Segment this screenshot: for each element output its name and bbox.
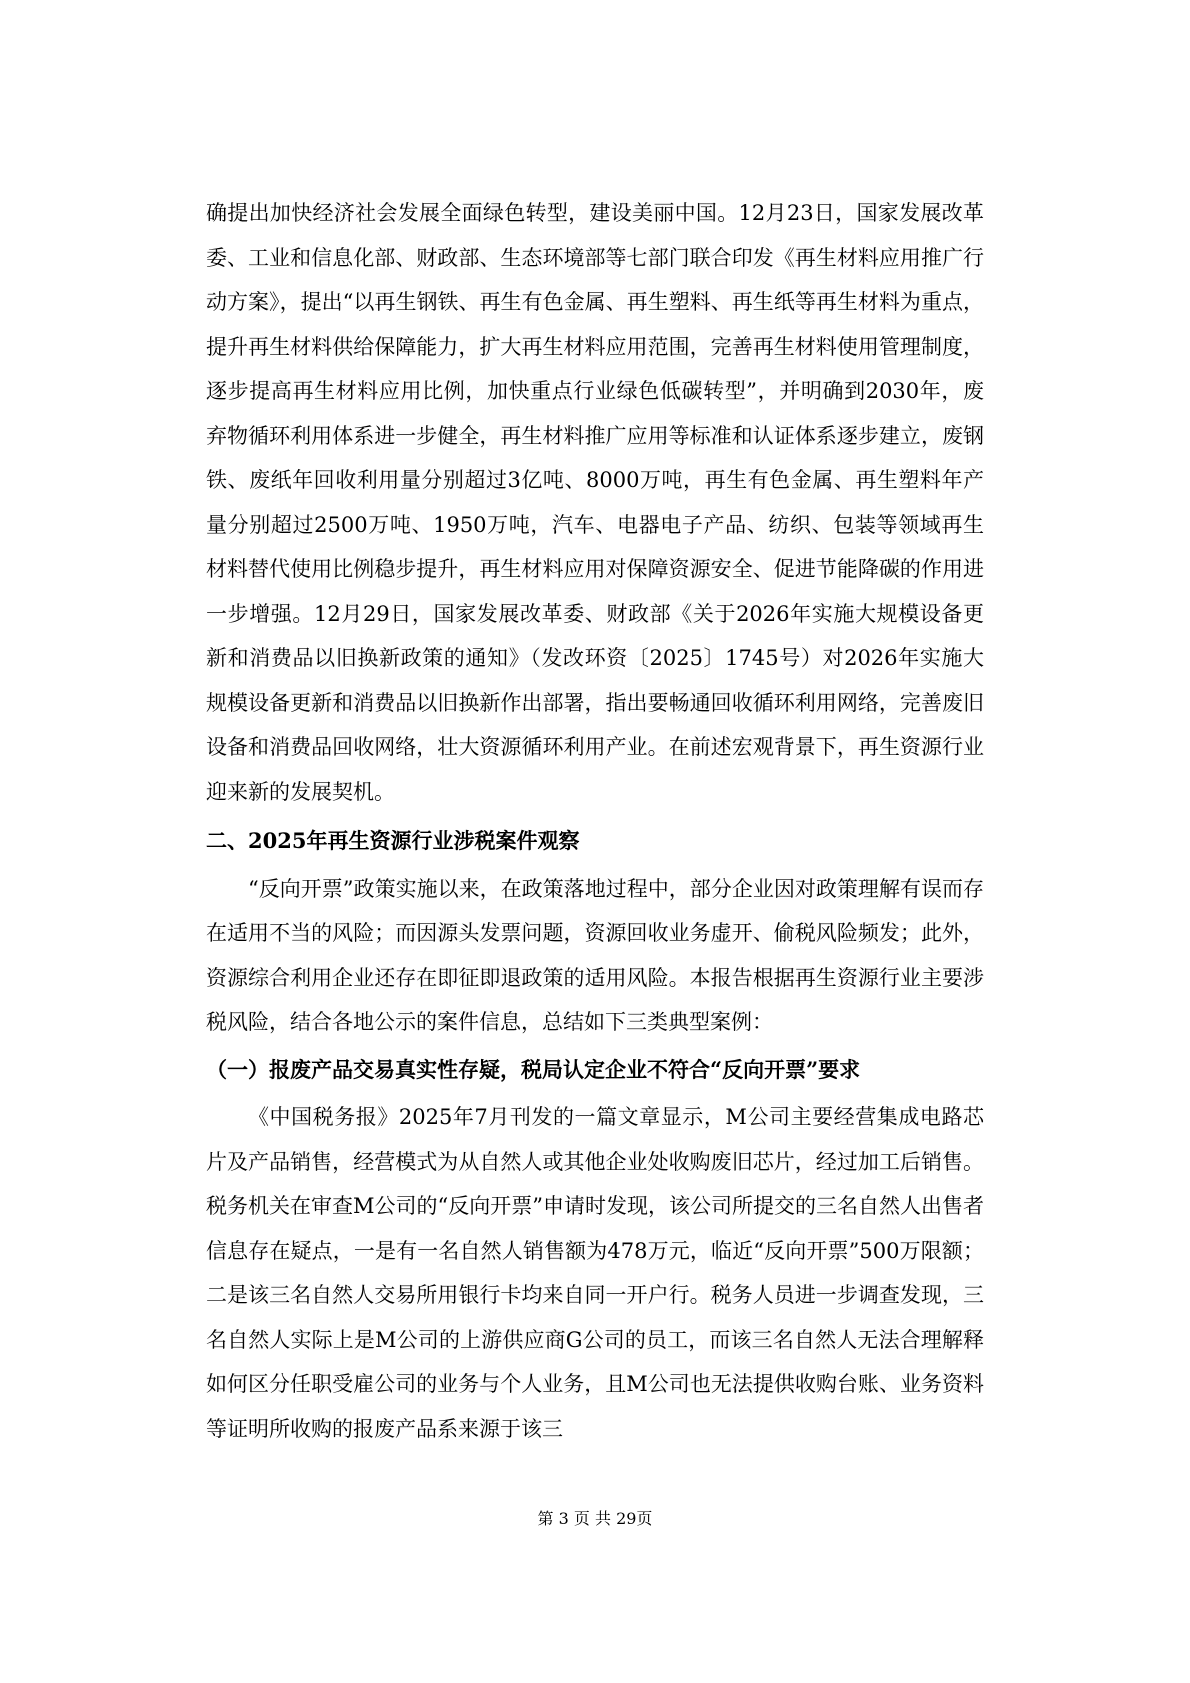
- document-body: [206, 191, 984, 1451]
- subsection-heading: （一）报废产品交易真实性存疑，税局认定企业不符合“反向开票”要求: [206, 1056, 861, 1082]
- page-number-footer: 第 3 页 共 29页: [537, 1509, 653, 1528]
- paragraph-case-m-company: 《中国税务报》2025年7月刊发的一篇文章显示，M公司主要经营集成电路芯片及产品销售，经营模式为从自然人或其他企业处收购废旧芯片，经过加工后销售。税务机关在审查M公司的“反向开票”申请时发现，该公司所提交的三名自然人出售者信息存在疑点，一是有一名自然人销售额为478万元，临近“反向开票”500万限额；二是该三名自然人交易所用银行卡均来自同一开户行。税务人员进一步调查发现，三名自然人实际上是M公司的上游供应商G公司的员工，而该三名自然人无法合理解释如何区分任职受雇公司的业务与个人业务，且M公司也无法提供收购台账、业务资料等证明所收购的报废产品系来源于该三: [206, 1105, 984, 1441]
- paragraph-continuation: 确提出加快经济社会发展全面绿色转型，建设美丽中国。12月23日，国家发展改革委、工业和信息化部、财政部、生态环境部等七部门联合印发《再生材料应用推广行动方案》，提出“以再生钢铁、再生有色金属、再生塑料、再生纸等再生材料为重点，提升再生材料供给保障能力，扩大再生材料应用范围，完善再生材料使用管理制度，逐步提高再生材料应用比例，加快重点行业绿色低碳转型”，并明确到2030年，废弃物循环利用体系进一步健全，再生材料推广应用等标准和认证体系逐步建立，废钢铁、废纸年回收利用量分别超过3亿吨、8000万吨，再生有色金属、再生塑料年产量分别超过2500万吨、1950万吨，汽车、电器电子产品、纺织、包装等领域再生材料替代使用比例稳步提升，再生材料应用对保障资源安全、促进节能降碳的作用进一步增强。12月29日，国家发展改革委、财政部《关于2026年实施大规模设备更新和消费品以旧换新政策的通知》（发改环资〔2025〕1745号）对2026年实施大规模设备更新和消费品以旧换新作出部署，指出要畅通回收循环利用网络，完善废旧设备和消费品回收网络，壮大资源循环利用产业。在前述宏观背景下，再生资源行业迎来新的发展契机。: [206, 201, 984, 804]
- paragraph-policy-overview: “反向开票”政策实施以来，在政策落地过程中，部分企业因对政策理解有误而存在适用不当的风险；而因源头发票问题，资源回收业务虚开、偷税风险频发；此外，资源综合利用企业还存在即征即退政策的适用风险。本报告根据再生资源行业主要涉税风险，结合各地公示的案件信息，总结如下三类典型案例：: [206, 876, 984, 1034]
- section-heading: 二、2025年再生资源行业涉税案件观察: [206, 828, 580, 853]
